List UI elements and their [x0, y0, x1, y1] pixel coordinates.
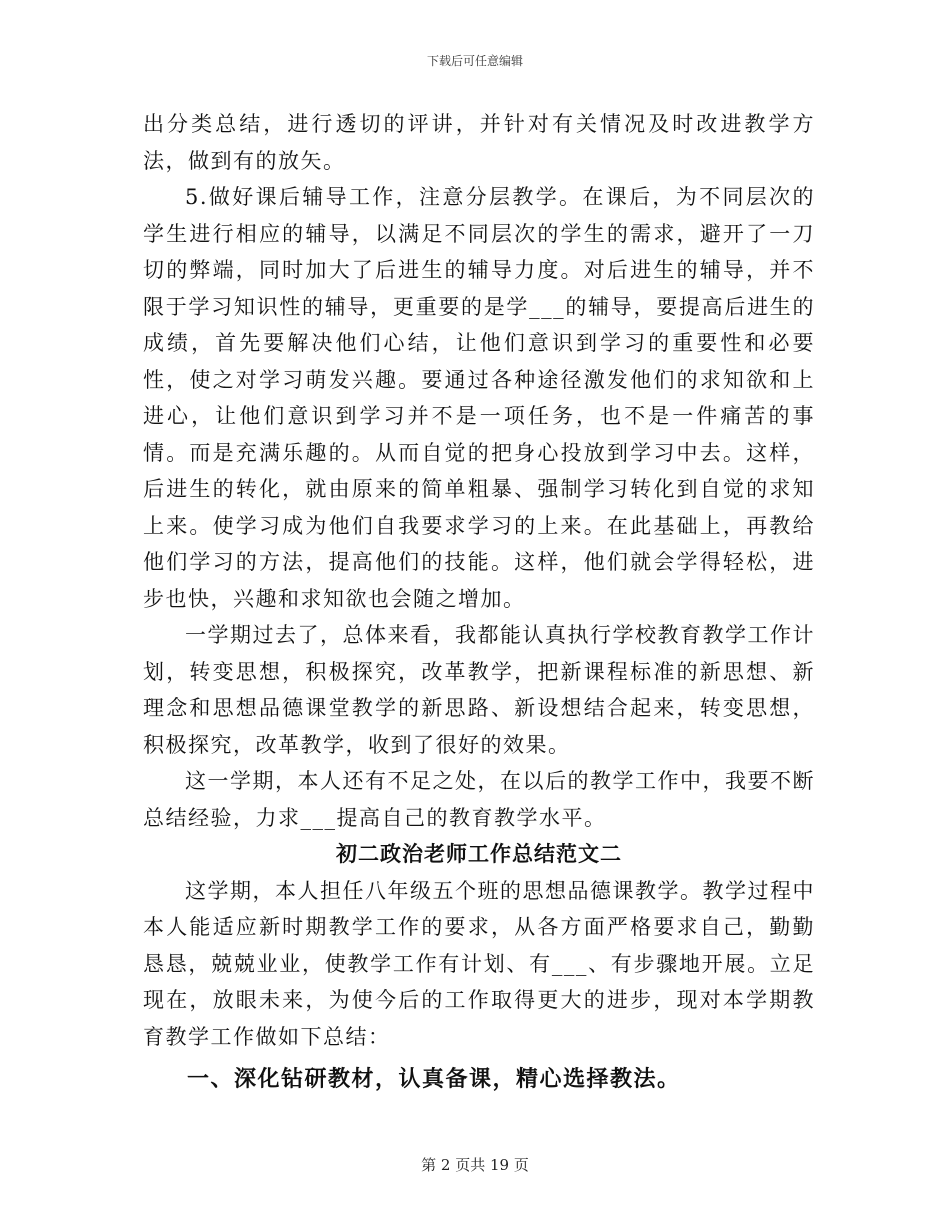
- bold-heading: 一、深化钻研教材，认真备课，精心选择教法。: [187, 1066, 681, 1092]
- paragraph-continued: 出分类总结，进行透切的评讲，并针对有关情况及时改进教学方法，做到有的放矢。: [143, 112, 815, 173]
- paragraph-intro-two: 这学期，本人担任八年级五个班的思想品德课教学。教学过程中本人能适应新时期教学工作的要求，从各方面严格要求自己，勤勤恳恳，兢兢业业，使教学工作有计划、有___、有步骤地开展。立足现在，放眼未来，为使今后的工作取得更大的进步，现对本学期教育教学工作做如下总结：: [143, 878, 815, 1049]
- page-footer: 第 2 页共 19 页: [421, 1156, 529, 1174]
- section-title: 初二政治老师工作总结范文二: [336, 841, 622, 866]
- document-body: [143, 106, 815, 1098]
- paragraph-shortcomings: 这一学期，本人还有不足之处，在以后的教学工作中，我要不断总结经验，力求___提高自己的教育教学水平。: [143, 769, 815, 830]
- page-header: 下载后可任意编辑: [426, 54, 523, 68]
- paragraph-semester-summary: 一学期过去了，总体来看，我都能认真执行学校教育教学工作计划，转变思想，积极探究，改革教学，把新课程标准的新思想、新理念和思想品德课堂教学的新思路、新设想结合起来，转变思想，积极探究，改革教学，收到了很好的效果。: [143, 623, 815, 757]
- paragraph-tutoring: 5.做好课后辅导工作，注意分层教学。在课后，为不同层次的学生进行相应的辅导，以满足不同层次的学生的需求，避开了一刀切的弊端，同时加大了后进生的辅导力度。对后进生的辅导，并不限于学习知识性的辅导，更重要的是学___的辅导，要提高后进生的成绩，首先要解决他们心结，让他们意识到学习的重要性和必要性，使之对学习萌发兴趣。要通过各种途径激发他们的求知欲和上进心，让他们意识到学习并不是一项任务，也不是一件痛苦的事情。而是充满乐趣的。从而自觉的把身心投放到学习中去。这样，后进生的转化，就由原来的简单粗暴、强制学习转化到自觉的求知上来。使学习成为他们自我要求学习的上来。在此基础上，再教给他们学习的方法，提高他们的技能。这样，他们就会学得轻松，进步也快，兴趣和求知欲也会随之增加。: [143, 185, 815, 611]
